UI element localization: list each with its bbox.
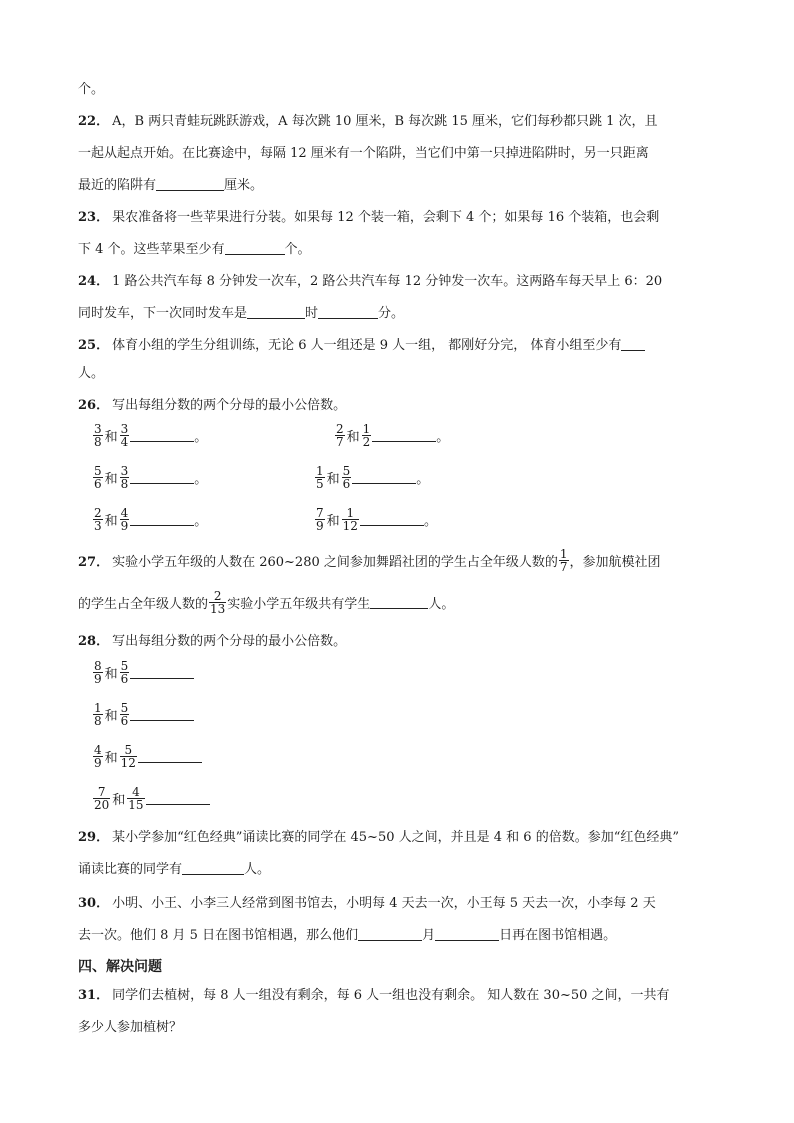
q27-line-1: 27． 实验小学五年级的人数在 260~280 之间参加舞蹈社团的学生占全年级人数的 $\frac{1}{7}$ ，参加航模社团 <box>78 547 661 574</box>
q28-pair-2: $\frac{1}{8}$ 和 $\frac{5}{6}$ <box>92 702 194 727</box>
q26-blank-2[interactable] <box>372 429 436 442</box>
q31-line-1: 31． 同学们去植树，每 8 人一组没有剩余，每 6 人一组也没有剩余。 知人数在 30~50 之间，一共有 <box>78 988 670 1003</box>
q29-line-2: 诵读比赛的同学有 人。 <box>78 862 271 877</box>
q28-blank-2[interactable] <box>130 708 194 721</box>
q23-answer-blank[interactable] <box>225 242 285 255</box>
q25-line-1: 25． 体育小组的学生分组训练，无论 6 人一组还是 9 人一组， 都刚好分完， 体育小组至少有 <box>78 338 645 354</box>
q28-pair-4: $\frac{7}{20}$ 和 $\frac{4}{15}$ <box>92 786 210 811</box>
q29-answer-blank[interactable] <box>182 862 244 875</box>
q28-blank-1[interactable] <box>130 666 194 679</box>
q26-pair-5: $\frac{2}{3}$ 和 $\frac{4}{9}$ 。 <box>94 506 208 533</box>
q24-line-1: 24． 1 路公共汽车每 8 分钟发一次车，2 路公共汽车每 12 分钟发一次车。这两路车每天早上 6：20 <box>78 274 663 289</box>
q28-line: 28． 写出每组分数的两个分母的最小公倍数。 <box>78 634 347 649</box>
q31-line-2: 多少人参加植树？ <box>78 1020 183 1035</box>
q28-pair-3: $\frac{4}{9}$ 和 $\frac{5}{12}$ <box>92 744 202 769</box>
section-heading-4: 四、解决问题 <box>78 959 162 975</box>
q28-pair-1: $\frac{8}{9}$ 和 $\frac{5}{6}$ <box>92 660 194 685</box>
q26-blank-3[interactable] <box>130 471 194 484</box>
q22-line-3: 最近的陷阱有 厘米。 <box>78 178 264 193</box>
q26-blank-1[interactable] <box>130 429 194 442</box>
q26-blank-5[interactable] <box>130 513 194 526</box>
q22-line-2: 一起从起点开始。在比赛途中，每隔 12 厘米有一个陷阱，当它们中第一只掉进陷阱时，另一只距离 <box>78 146 649 161</box>
q22-line-1: 22． A，B 两只青蛙玩跳跃游戏，A 每次跳 10 厘米，B 每次跳 15 厘米，它们每秒都只跳 1 次，且 <box>78 114 658 129</box>
q30-line-1: 30． 小明、小王、小李三人经常到图书馆去，小明每 4 天去一次，小王每 5 天去一次，小李每 2 天 <box>78 896 656 911</box>
q23-line-2: 下 4 个。这些苹果至少有 个。 <box>78 242 311 257</box>
q27-answer-blank[interactable] <box>370 596 428 609</box>
q23-line-1: 23． 果农准备将一些苹果进行分装。如果每 12 个装一箱，会剩下 4 个；如果每 16 个装箱，也会剩 <box>78 210 660 225</box>
q26-pair-2: $\frac{2}{7}$ 和 $\frac{1}{2}$ 。 <box>336 422 450 449</box>
q30-day-blank[interactable] <box>435 928 499 941</box>
q26-pair-6: $\frac{7}{9}$ 和 $\frac{1}{12}$ 。 <box>316 506 437 533</box>
q24-line-2: 同时发车，下一次同时发车是 时 分。 <box>78 306 405 321</box>
q26-pair-1: $\frac{3}{8}$ 和 $\frac{3}{4}$ 。 <box>94 422 208 449</box>
q22-number: 22． <box>78 114 110 129</box>
q24-minute-blank[interactable] <box>318 306 378 319</box>
q26-pair-3: $\frac{5}{6}$ 和 $\frac{3}{8}$ 。 <box>94 464 208 491</box>
q28-blank-4[interactable] <box>146 792 210 805</box>
q21-tail: 个。 <box>78 82 105 97</box>
q29-line-1: 29． 某小学参加“红色经典”诵读比赛的同学在 45~50 人之间，并且是 4 和 6 的倍数。参加“红色经典” <box>78 830 679 845</box>
q25-answer-blank[interactable] <box>621 338 645 351</box>
q30-line-2: 去一次。他们 8 月 5 日在图书馆相遇，那么他们 月 日再在图书馆相遇。 <box>78 928 617 943</box>
q26-pair-4: $\frac{1}{5}$ 和 $\frac{5}{6}$ 。 <box>316 464 430 491</box>
q28-blank-3[interactable] <box>138 750 202 763</box>
q22-answer-blank[interactable] <box>156 178 224 191</box>
q25-line-2: 人。 <box>78 366 105 381</box>
q27-line-2: 的学生占全年级人数的 $\frac{2}{13}$ 实验小学五年级共有学生 人。 <box>78 589 455 616</box>
q26-blank-4[interactable] <box>352 471 416 484</box>
q24-hour-blank[interactable] <box>247 306 305 319</box>
q30-month-blank[interactable] <box>358 928 422 941</box>
q26-line: 26． 写出每组分数的两个分母的最小公倍数。 <box>78 398 347 413</box>
q26-blank-6[interactable] <box>360 513 424 526</box>
